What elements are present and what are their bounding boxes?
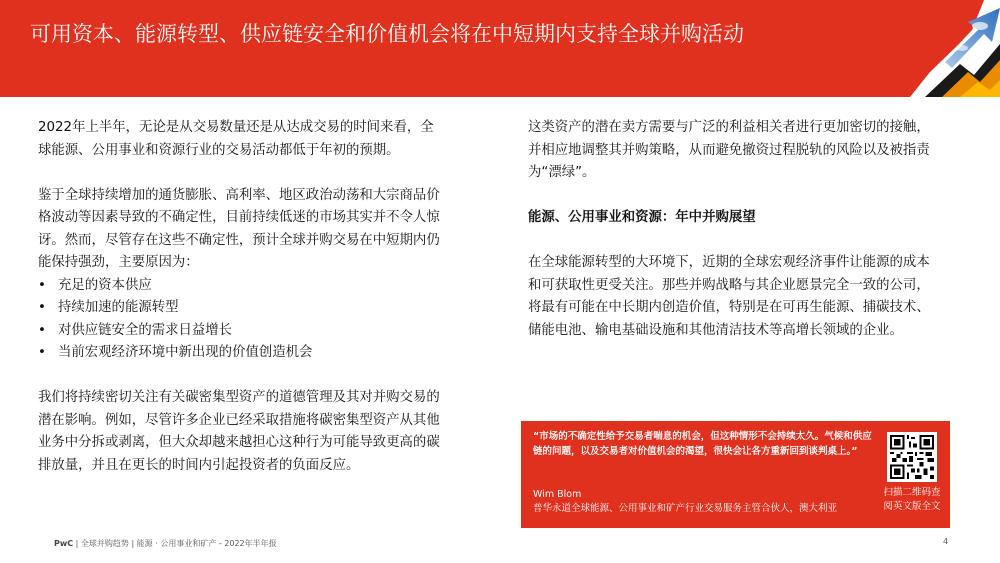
right-column [528,117,933,365]
left-column [38,117,443,500]
quote-text: “市场的不确定性给予交易者喘息的机会，但这种情形不会持续太久。气候和供应链的问题，以及交易者对价值机会的渴望，很快会让各方重新回到谈判桌上。” [533,431,872,457]
footer [54,538,277,549]
intro-paragraph: 2022年上半年，无论是从交易数量还是从达成交易的时间来看，全球能源、公用事业和资源行业的交易活动都低于年初的预期。 [38,120,434,158]
list-item: • 对供应链安全的需求日益增长 [38,320,443,343]
qr-caption: 扫描二维码查阅英文版全文 [883,487,941,512]
list-item: • 充足的资本供应 [38,275,443,298]
page-number: 4 [943,537,949,546]
list-item: • 持续加速的能源转型 [38,297,443,320]
uncertainty-paragraph: 鉴于全球持续增加的通货膨胀、高利率、地区政治动荡和大宗商品价格波动等因素导致的不确定性，目前持续低迷的市场其实并不令人惊讶。然而，尽管存在这些不确定性，预计全球并购交易在中短期内仍能保持强劲，主要原因为： [38,187,440,270]
carbon-assets-paragraph: 我们将持续密切关注有关碳密集型资产的道德管理及其对并购交易的潜在影响。例如，尽管许多企业已经采取措施将碳密集型资产从其他业务中分拆或剥离，但大众却越来越担心这种行为可能导致更高的碳排放量，并且在更长的时间内引起投资者的负面反应。 [38,390,440,473]
rising-arrow-logo-icon [850,0,1000,97]
quote-attribution [533,488,873,516]
author-title: 普华永道全球能源、公用事业和矿产行业交易服务主管合伙人，澳大利亚 [533,503,838,514]
reasons-list [38,275,443,365]
footer-brand: PwC [54,539,74,548]
section-subheading: 能源、公用事业和资源：年中并购展望 [528,210,756,225]
quote-callout [521,421,950,528]
sellers-paragraph: 这类资产的潜在卖方需要与广泛的利益相关者进行更加密切的接触，并相应地调整其并购策略，从而避免撤资过程脱轨的风险以及被指责为“漂绿”。 [528,120,930,180]
author-name: Wim Blom [533,489,582,500]
outlook-paragraph: 在全球能源转型的大环境下，近期的全球宏观经济事件让能源的成本和可获取性更受关注。那些并购战略与其企业愿景完全一致的公司，将最有可能在中长期内创造价值，特别是在可再生能源、捕碳技术、储能电池、输电基础设施和其他清洁技术等高增长领域的企业。 [528,255,930,338]
page-title: 可用资本、能源转型、供应链安全和价值机会将在中短期内支持全球并购活动 [30,22,744,46]
footer-text: | 全球并购趋势 | 能源 · 公用事业和矿产 - 2022年半年报 [73,539,277,548]
qr-code-icon[interactable] [887,432,937,482]
list-item: • 当前宏观经济环境中新出现的价值创造机会 [38,342,443,365]
header-banner [0,0,1000,97]
